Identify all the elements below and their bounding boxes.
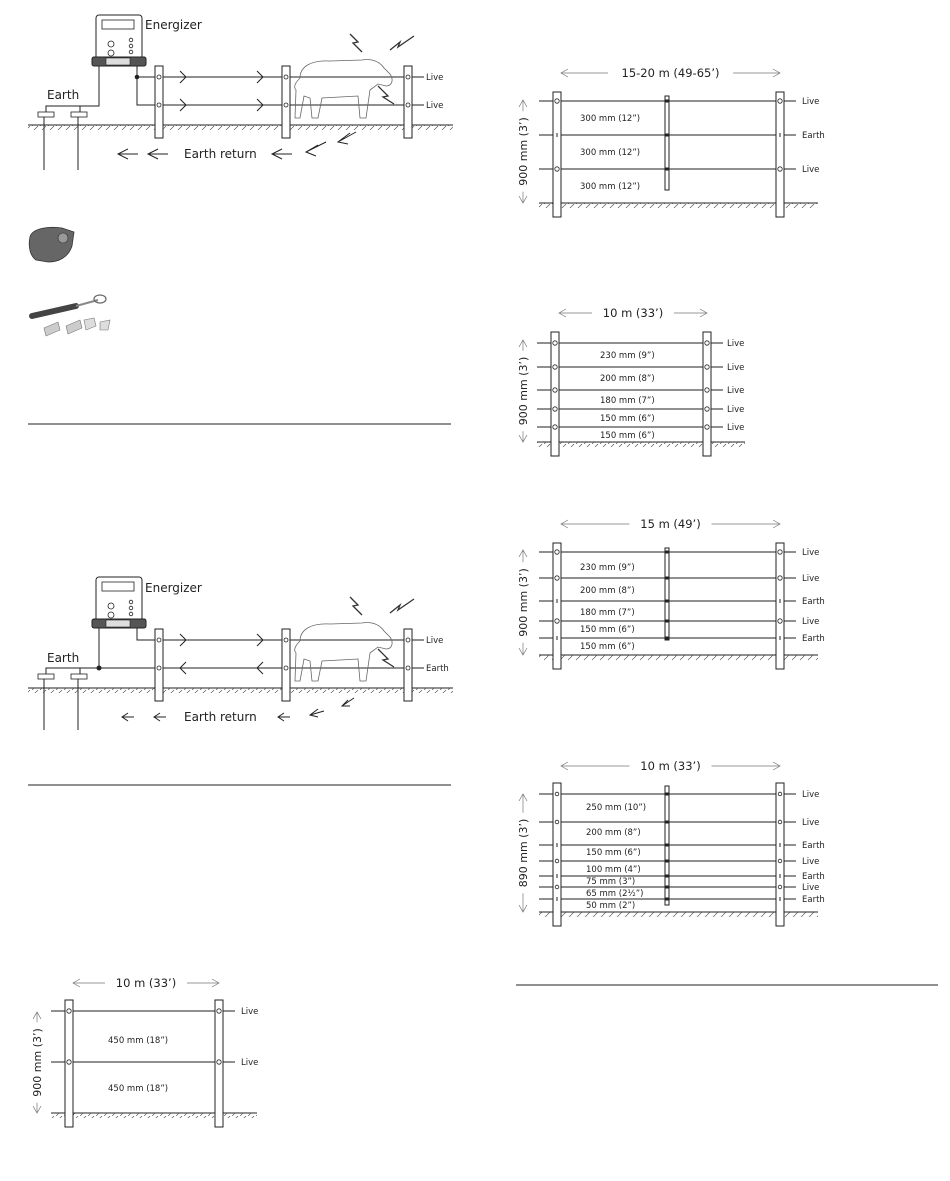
dropper-clip <box>666 577 669 580</box>
wire-label-top: Live <box>426 636 444 646</box>
wire-label: Live <box>802 165 820 175</box>
end-post-right <box>703 332 711 456</box>
energizer-unit <box>92 15 146 66</box>
insulator <box>778 99 782 103</box>
wire-label: Live <box>802 818 820 828</box>
insulator <box>778 550 782 554</box>
ground-hatch <box>537 442 745 447</box>
insulator <box>553 407 557 411</box>
width-label: 10 m (33’) <box>602 306 664 320</box>
wire-label: Live <box>802 790 820 800</box>
spacing-label: 50 mm (2”) <box>586 901 636 911</box>
spacing-label: 200 mm (8”) <box>586 828 641 838</box>
wire-label: Earth <box>802 841 825 851</box>
insulator <box>555 167 559 171</box>
spacing-label: 300 mm (12”) <box>580 148 641 158</box>
insulator <box>553 341 557 345</box>
insulator <box>67 1009 71 1013</box>
insulator <box>778 859 782 863</box>
wire-label: Live <box>727 339 745 349</box>
earth-label: Earth <box>47 651 80 665</box>
dropper-clip <box>666 100 669 103</box>
spacing-label: 100 mm (4”) <box>586 865 641 875</box>
height-label: 900 mm (3’) <box>517 356 530 426</box>
dropper-clip <box>666 886 669 889</box>
spacing-label: 180 mm (7”) <box>580 608 635 618</box>
wire-label: Earth <box>802 597 825 607</box>
dropper-clip <box>666 821 669 824</box>
end-post-left <box>553 543 561 669</box>
wire-label: Live <box>802 548 820 558</box>
insulator <box>705 388 709 392</box>
fence-diagram-fence-c <box>517 517 825 669</box>
wire-label: Live <box>727 405 745 415</box>
diagram-all-live-system <box>28 15 453 170</box>
end-post-left <box>553 92 561 217</box>
spacing-label: 450 mm (18”) <box>108 1084 169 1094</box>
height-label: 900 mm (3’) <box>517 568 530 637</box>
wire-label: Live <box>241 1007 259 1017</box>
width-label: 15-20 m (49-65’) <box>621 66 720 80</box>
spacing-label: 450 mm (18”) <box>108 1036 169 1046</box>
fence-spacing-diagrams <box>31 66 825 1127</box>
dropper-clip <box>666 620 669 623</box>
strainer-spring-kit-image <box>32 295 110 336</box>
spacing-label: 150 mm (6”) <box>586 848 641 858</box>
spacing-label: 65 mm (2½”) <box>586 889 644 899</box>
width-label: 10 m (33’) <box>640 759 701 773</box>
earth-return-label: Earth return <box>184 147 257 161</box>
insulator <box>778 619 782 623</box>
insulator <box>67 1060 71 1064</box>
insulator <box>553 425 557 429</box>
wire-label: Live <box>241 1058 259 1068</box>
spacing-label: 150 mm (6”) <box>600 431 655 441</box>
dropper-post <box>665 96 669 190</box>
end-post-right <box>776 543 784 669</box>
spacing-label: 150 mm (6”) <box>600 414 655 424</box>
wire-label: Earth <box>802 131 825 141</box>
width-label: 10 m (33’) <box>115 976 177 990</box>
dropper-clip <box>666 168 669 171</box>
insulator <box>555 859 559 863</box>
spacing-label: 200 mm (8”) <box>600 374 655 384</box>
wire-label: Live <box>727 386 745 396</box>
dropper-clip <box>666 600 669 603</box>
dropper-clip <box>666 898 669 901</box>
insulator <box>555 885 559 889</box>
fence-diagram-fence-d <box>517 759 825 926</box>
insulator <box>555 576 559 580</box>
diagram-live-earth-system <box>28 577 453 730</box>
insulator <box>555 792 559 796</box>
spacing-label: 250 mm (10”) <box>586 803 647 813</box>
fence-diagram-fence-a <box>517 66 825 217</box>
insulator <box>217 1060 221 1064</box>
dropper-clip <box>666 875 669 878</box>
wire-label: Live <box>802 574 820 584</box>
insulator <box>555 619 559 623</box>
ground-hatch <box>51 1113 257 1118</box>
wire-label: Live <box>727 423 745 433</box>
fence-diagram-fence-e <box>31 976 258 1127</box>
insulator <box>778 576 782 580</box>
insulator <box>555 820 559 824</box>
insulator <box>705 365 709 369</box>
dropper-clip <box>666 551 669 554</box>
spacing-label: 75 mm (3”) <box>586 877 636 887</box>
energizer-unit <box>92 577 146 628</box>
dropper-clip <box>666 793 669 796</box>
insulator <box>705 425 709 429</box>
spacing-label: 150 mm (6”) <box>580 642 635 652</box>
dropper-clip <box>666 860 669 863</box>
height-label: 900 mm (3’) <box>517 117 530 186</box>
wire-label-top: Live <box>426 73 444 83</box>
insulator-accessory-image <box>29 227 74 262</box>
wire-label: Earth <box>802 634 825 644</box>
energizer-label: Energizer <box>145 18 202 32</box>
end-post-left <box>551 332 559 456</box>
spacing-label: 300 mm (12”) <box>580 114 641 124</box>
spacing-label: 180 mm (7”) <box>600 396 655 406</box>
wire-label: Live <box>802 97 820 107</box>
width-label: 15 m (49’) <box>640 517 701 531</box>
earth-label: Earth <box>47 88 80 102</box>
earth-return-label: Earth return <box>184 710 257 724</box>
fence-diagram-fence-b <box>517 306 745 456</box>
insulator <box>778 885 782 889</box>
insulator <box>778 167 782 171</box>
insulator <box>553 388 557 392</box>
energizer-label: Energizer <box>145 581 202 595</box>
insulator <box>705 341 709 345</box>
wire-label-bottom: Earth <box>426 664 449 674</box>
insulator <box>217 1009 221 1013</box>
spacing-label: 300 mm (12”) <box>580 182 641 192</box>
insulator <box>553 365 557 369</box>
insulator <box>778 792 782 796</box>
height-label: 890 mm (3’) <box>517 818 530 888</box>
dropper-clip <box>666 134 669 137</box>
wire-label: Earth <box>802 895 825 905</box>
wire-label: Live <box>802 857 820 867</box>
dropper-post <box>665 548 669 640</box>
earth-stakes <box>38 628 99 730</box>
dropper-clip <box>666 637 669 640</box>
end-post-right <box>776 92 784 217</box>
insulator <box>778 820 782 824</box>
wire-label: Live <box>802 617 820 627</box>
spacing-label: 230 mm (9”) <box>580 563 635 573</box>
insulator <box>555 550 559 554</box>
end-post-right <box>776 783 784 926</box>
earth-stakes <box>38 66 99 170</box>
spacing-label: 150 mm (6”) <box>580 625 635 635</box>
dropper-clip <box>666 844 669 847</box>
spacing-label: 200 mm (8”) <box>580 586 635 596</box>
insulator <box>555 99 559 103</box>
end-post-left <box>553 783 561 926</box>
insulator <box>705 407 709 411</box>
wire-label: Live <box>802 883 820 893</box>
height-label: 900 mm (3’) <box>31 1028 44 1097</box>
wire-label: Live <box>727 363 745 373</box>
spacing-label: 230 mm (9”) <box>600 351 655 361</box>
wire-label: Earth <box>802 872 825 882</box>
wire-label-bottom: Live <box>426 101 444 111</box>
